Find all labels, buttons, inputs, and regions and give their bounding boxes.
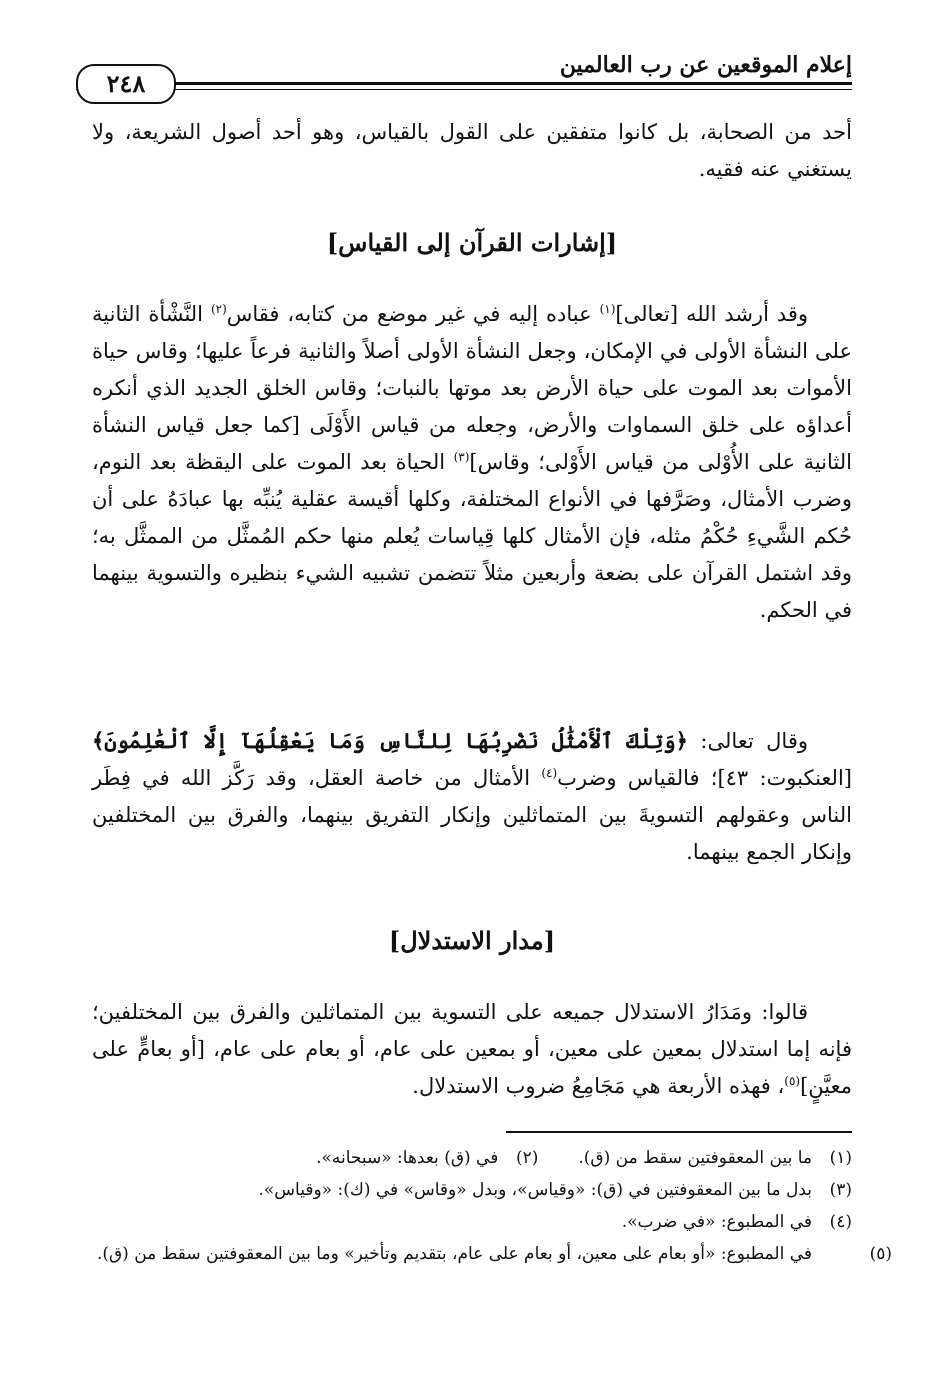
paragraph-continuation: أحد من الصحابة، بل كانوا متفقين على القول بالقياس، وهو أحد أصول الشريعة، ولا يستغني عنه فقيه. bbox=[92, 120, 852, 181]
footnote-ref-2[interactable]: (٢) bbox=[210, 302, 227, 316]
footnote-ref-5[interactable]: (٥) bbox=[784, 1074, 801, 1088]
text-segment: الأمثال من خاصة العقل، وقد رَكَّز الله في فِطَر الناس وعقولهم التسويةَ بين المتماثلين وإنكار التفريق بينهما، والفرق بين المختلفين وإنكار الجمع بينهما. bbox=[92, 766, 852, 864]
text-segment: قالوا: ومَدَارُ الاستدلال جميعه على التسوية بين المتماثلين والفرق بين المختلفين؛ فإنه إما استدلال بمعين على معين، أو بمعين على عام، أو بعام على عام، [أو بعامٍّ على معيَّنٍ] bbox=[92, 1000, 852, 1098]
text-segment: الحياة بعد الموت على اليقظة بعد النوم، وضرب الأمثال، وصَرَّفها في الأنواع المختلفة، وكلها أقيسة عقلية يُنبِّه بها عبادَهُ على أن حُكم الشَّيءِ حُكْمُ مثله، فإن الأمثال كلها قِياسات يُعلم منها حكم المُمثَّل من الممثَّل به؛ وقد اشتمل القرآن على بضعة وأربعين مثلاً تتضمن تشبيه الشيء بنظيره والتسوية بينهما في الحكم. bbox=[92, 450, 852, 622]
footnote-ref-3[interactable]: (٣) bbox=[453, 450, 470, 464]
section-heading-quran-analogy: [إشارات القرآن إلى القياس] bbox=[326, 228, 618, 257]
paragraph-inference bbox=[92, 994, 852, 1105]
text-segment: النَّشْأة الثانية على النشأة الأولى في الإمكان، وجعل النشأة الأولى أصلاً والثانية فرعاً عليها؛ وقاس حياة الأموات بعد الموت على حياة الأرض بعد موتها بالنبات؛ وقاس الخلق الجديد الذي أنكره أعداؤه على خلق السماوات والأرض، وجعله من قياس الأَوْلَى [كما جعل قياس النشأة الثانية على الأُوْلى من قياس الأَوْلى؛ وقاس] bbox=[92, 302, 852, 474]
footnotes bbox=[76, 1142, 892, 1270]
paragraph-quran-analogy bbox=[92, 296, 852, 629]
footnote-number: (٢) bbox=[515, 1148, 539, 1168]
text-segment: عباده إليه في غير موضع من كتابه، فقاس bbox=[226, 302, 600, 326]
quran-verse: ﴿وَتِلْكَ ٱلْأَمْثَٰلُ نَضْرِبُهَا لِلنَّاسِ وَمَا يَعْقِلُهَآ إِلَّا ٱلْعَٰلِمُونَ﴾ bbox=[92, 728, 688, 753]
header-rule-thick bbox=[76, 82, 852, 85]
page-number-badge: ٢٤٨ bbox=[76, 64, 176, 104]
footnote-ref-1[interactable]: (١) bbox=[599, 302, 616, 316]
section-heading-inference: [مدار الاستدلال] bbox=[388, 926, 556, 955]
footnote-text: في (ق) بعدها: «سبحانه». bbox=[316, 1148, 499, 1168]
running-book-title: إعلام الموقعين عن رب العالمين bbox=[559, 52, 852, 78]
footnote-text: ما بين المعقوفتين سقط من (ق). bbox=[578, 1148, 812, 1168]
footnote-5 bbox=[76, 1238, 892, 1270]
footnote-number: (٣) bbox=[829, 1180, 852, 1200]
footnote-text: في المطبوع: «في ضرب». bbox=[621, 1212, 812, 1232]
footnote-number: (٤) bbox=[829, 1212, 852, 1232]
footnote-separator bbox=[506, 1131, 852, 1133]
footnote-4 bbox=[76, 1206, 852, 1238]
page-header bbox=[76, 44, 852, 100]
footnote-text: بدل ما بين المعقوفتين في (ق): «وقياس»، وبدل «وقاس» في (ك): «وقياس». bbox=[258, 1180, 812, 1200]
text-segment: ، فهذه الأربعة هي مَجَامِعُ ضروب الاستدلال. bbox=[412, 1074, 785, 1098]
footnote-ref-4[interactable]: (٤) bbox=[541, 766, 558, 780]
paragraph-quran-verse bbox=[92, 722, 852, 871]
header-rule-thin bbox=[76, 89, 852, 90]
footnote-line-1-2 bbox=[76, 1142, 852, 1174]
footnote-number: (١) bbox=[829, 1148, 852, 1168]
footnote-number: (٥) bbox=[869, 1244, 892, 1264]
footnote-3 bbox=[76, 1174, 852, 1206]
text-segment: [العنكبوت: ٤٣]؛ فالقياس وضرب bbox=[557, 766, 852, 790]
text-segment: وقد أرشد الله [تعالى] bbox=[615, 302, 809, 326]
text-segment: وقال تعالى: bbox=[687, 729, 808, 753]
footnote-text: في المطبوع: «أو بعام على معين، أو بعام على عام، بتقديم وتأخير» وما بين المعقوفتين سقط من (ق). bbox=[96, 1244, 812, 1264]
